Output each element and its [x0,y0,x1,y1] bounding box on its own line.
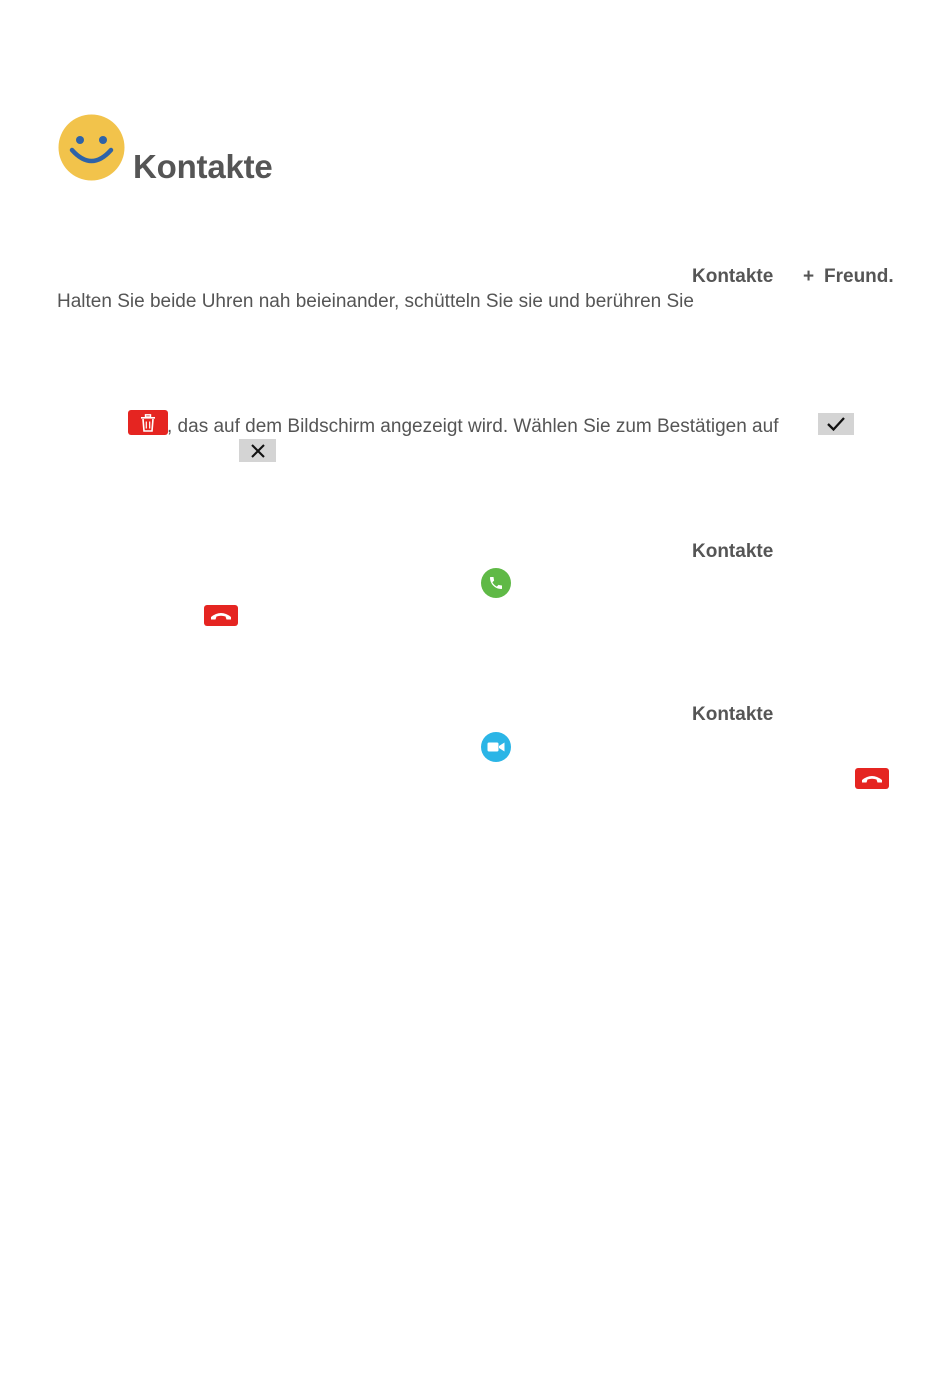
close-icon [239,439,276,462]
freund-label: Freund. [824,266,894,287]
video-camera-icon [481,732,511,762]
smiley-icon [58,114,125,181]
video-hangup-icon [855,768,889,789]
check-icon [818,413,854,435]
delete-instruction: , das auf dem Bildschirm angezeigt wird. Wählen Sie zum Bestätigen auf [167,416,779,437]
video-kontakte-label: Kontakte [692,704,774,725]
plus-symbol: + [803,266,815,287]
phone-icon [481,568,511,598]
kontakte-label: Kontakte [692,266,774,287]
page-title: Kontakte [133,148,273,185]
voice-kontakte-label: Kontakte [692,541,774,562]
hangup-icon [204,605,238,626]
trash-icon [128,410,168,435]
add-friend-instruction: Halten Sie beide Uhren nah beieinander, schütteln Sie sie und berühren Sie [57,291,694,312]
